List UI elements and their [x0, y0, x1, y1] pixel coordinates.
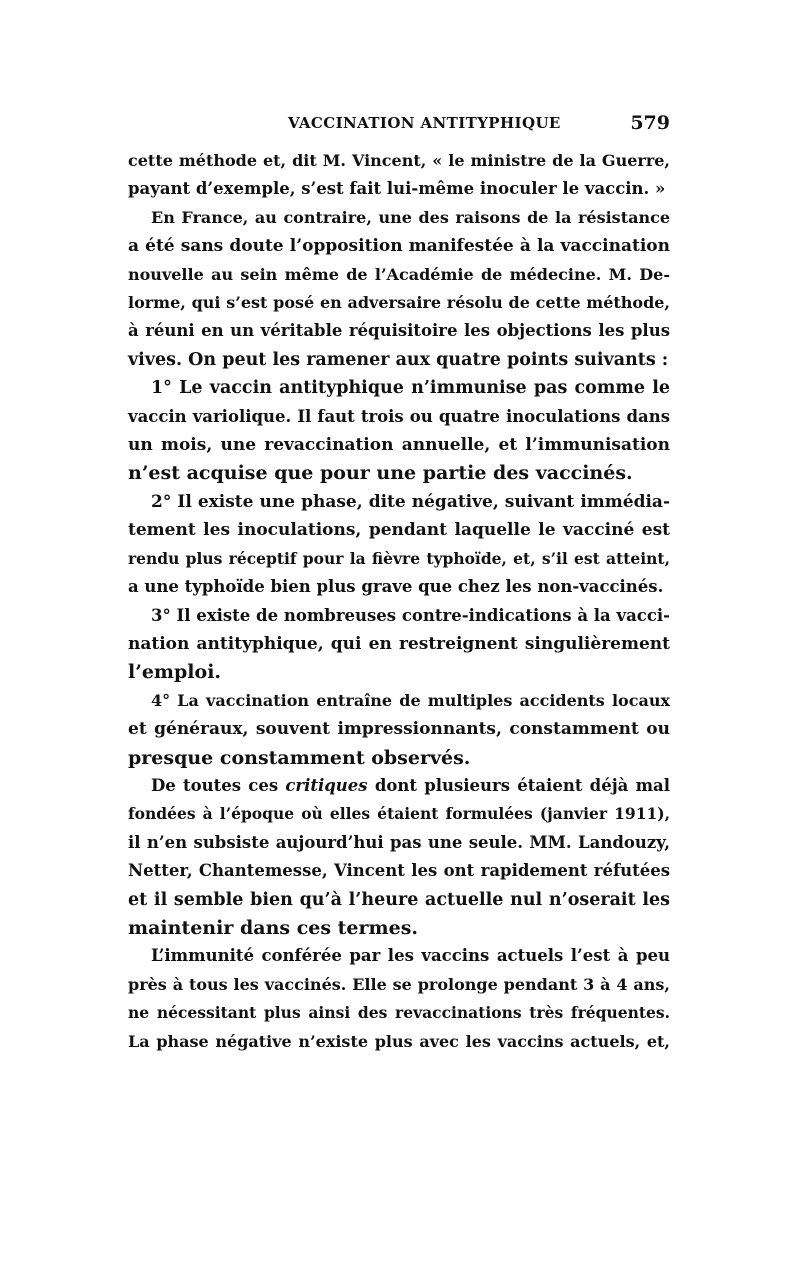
text-line: nation antityphique, qui en restreignent singulièrement: [128, 633, 670, 654]
text-line: 3° Il existe de nombreuses contre-indications à la vacci-: [151, 605, 670, 625]
text-line: vaccin variolique. Il faut trois ou quatre inoculations dans: [128, 406, 670, 426]
text-line: nouvelle au sein même de l’Académie de médecine. M. De-: [128, 264, 670, 284]
text-line: tement les inoculations, pendant laquelle le vacciné est: [128, 520, 670, 541]
text-line: 1° Le vaccin antityphique n’immunise pas comme le: [151, 378, 670, 399]
text-line: 2° Il existe une phase, dite négative, suivant immédia-: [151, 491, 670, 512]
body-text: [128, 147, 670, 1056]
page-number: 579: [630, 112, 670, 134]
text-line: et il semble bien qu’à l’heure actuelle nul n’oserait les: [128, 889, 670, 910]
text-line: En France, au contraire, une des raisons de la résistance: [151, 207, 670, 227]
italic-word: critiques: [285, 775, 368, 795]
text-line: n’est acquise que pour une partie des vaccinés.: [128, 462, 633, 485]
text-line: un mois, une revaccination annuelle, et l’immunisation: [128, 435, 670, 456]
text-line: lorme, qui s’est posé en adversaire résolu de cette méthode,: [128, 293, 670, 313]
running-head: [128, 114, 670, 138]
text-line: L’immunité conférée par les vaccins actuels l’est à peu: [151, 946, 670, 966]
text-segment: dont plusieurs étaient déjà mal: [374, 775, 671, 795]
text-line: La phase négative n’existe plus avec les vaccins actuels, et,: [128, 1031, 670, 1051]
text-line: rendu plus réceptif pour la fièvre typhoïde, et, s’il est atteint,: [128, 548, 670, 568]
text-line: a une typhoïde bien plus grave que chez les non-vaccinés.: [128, 577, 664, 597]
text-line: à réuni en un véritable réquisitoire les objections les plus: [128, 321, 670, 341]
text-line: cette méthode et, dit M. Vincent, « le ministre de la Guerre,: [128, 151, 670, 170]
text-line: et généraux, souvent impressionnants, constamment ou: [128, 719, 670, 740]
text-line: fondées à l’époque où elles étaient formulées (janvier 1911),: [128, 804, 670, 824]
text-line: 4° La vaccination entraîne de multiples accidents locaux: [151, 690, 670, 710]
running-title: VACCINATION ANTITYPHIQUE: [288, 114, 561, 132]
text-line: Netter, Chantemesse, Vincent les ont rapidement réfutées: [128, 861, 670, 881]
text-line-with-italic: [128, 772, 670, 800]
text-line: presque constamment observés.: [128, 746, 471, 769]
text-line: vives. On peut les ramener aux quatre points suivants :: [128, 349, 669, 370]
text-line: maintenir dans ces termes.: [128, 916, 419, 939]
text-line: il n’en subsiste aujourd’hui pas une seule. MM. Landouzy,: [128, 832, 670, 852]
text-line: ne nécessitant plus ainsi des revaccinations très fréquentes.: [128, 1003, 670, 1023]
text-line: payant d’exemple, s’est fait lui-même inoculer le vaccin. »: [128, 179, 666, 199]
text-line: l’emploi.: [128, 661, 222, 684]
text-line: a été sans doute l’opposition manifestée à la vaccination: [128, 236, 670, 257]
text-line: près à tous les vaccinés. Elle se prolonge pendant 3 à 4 ans,: [128, 974, 670, 994]
text-segment: De toutes ces: [151, 775, 279, 795]
